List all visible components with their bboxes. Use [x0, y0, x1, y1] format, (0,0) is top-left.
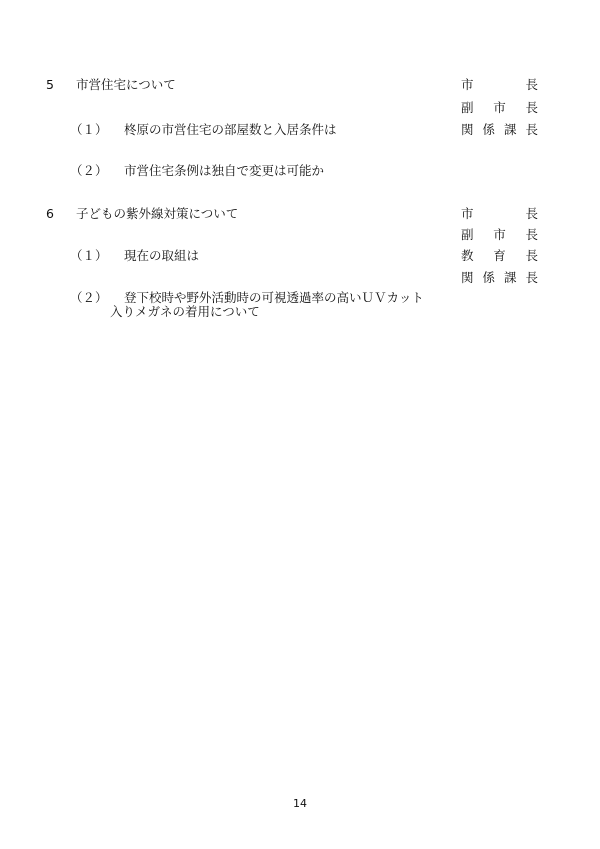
role-char: 育 [493, 248, 506, 263]
item-text: 市営住宅条例は独自で変更は可能か [124, 163, 325, 178]
role-char: 関 [461, 122, 474, 137]
role-char: 副 [461, 227, 474, 242]
role-char: 課 [503, 122, 517, 137]
role-char: 市 [461, 206, 474, 221]
section-title: 市営住宅について [76, 77, 176, 92]
item-number: （２） [70, 163, 108, 178]
role-related-section-chief [461, 122, 538, 138]
section-title: 子どもの紫外線対策について [76, 206, 239, 221]
role-char: 副 [461, 100, 474, 115]
item-text: 現在の取組は [124, 248, 200, 263]
role-deputy-mayor [461, 227, 538, 243]
role-char: 係 [482, 270, 495, 285]
item-number: （１） [70, 248, 108, 263]
role-char: 長 [525, 77, 538, 92]
role-char: 長 [525, 270, 538, 285]
role-related-section-chief [461, 270, 538, 286]
role-char: 教 [461, 248, 474, 263]
role-char: 長 [525, 100, 538, 115]
role-char: 長 [525, 248, 538, 263]
role-char: 長 [525, 206, 538, 221]
role-deputy-mayor [461, 100, 538, 116]
role-char: 係 [482, 122, 495, 137]
role-char: 長 [525, 227, 538, 242]
item-text: 登下校時や野外活動時の可視透過率の高いＵＶカット [124, 290, 424, 305]
role-superintendent [461, 248, 538, 264]
role-char: 関 [461, 270, 474, 285]
item-number: （２） [70, 290, 108, 305]
item-text-continuation: 入りメガネの着用について [110, 304, 260, 319]
item-text: 柊原の市営住宅の部屋数と入居条件は [124, 122, 337, 137]
section-number: 6 [46, 206, 54, 221]
item-number: （１） [70, 122, 108, 137]
role-char: 課 [503, 270, 517, 285]
page-number: 14 [293, 797, 307, 810]
role-mayor [461, 77, 538, 93]
role-char: 市 [461, 77, 474, 92]
role-char: 長 [525, 122, 538, 137]
role-mayor [461, 206, 538, 222]
role-char: 市 [493, 100, 506, 115]
section-number: 5 [46, 77, 54, 92]
role-char: 市 [493, 227, 506, 242]
